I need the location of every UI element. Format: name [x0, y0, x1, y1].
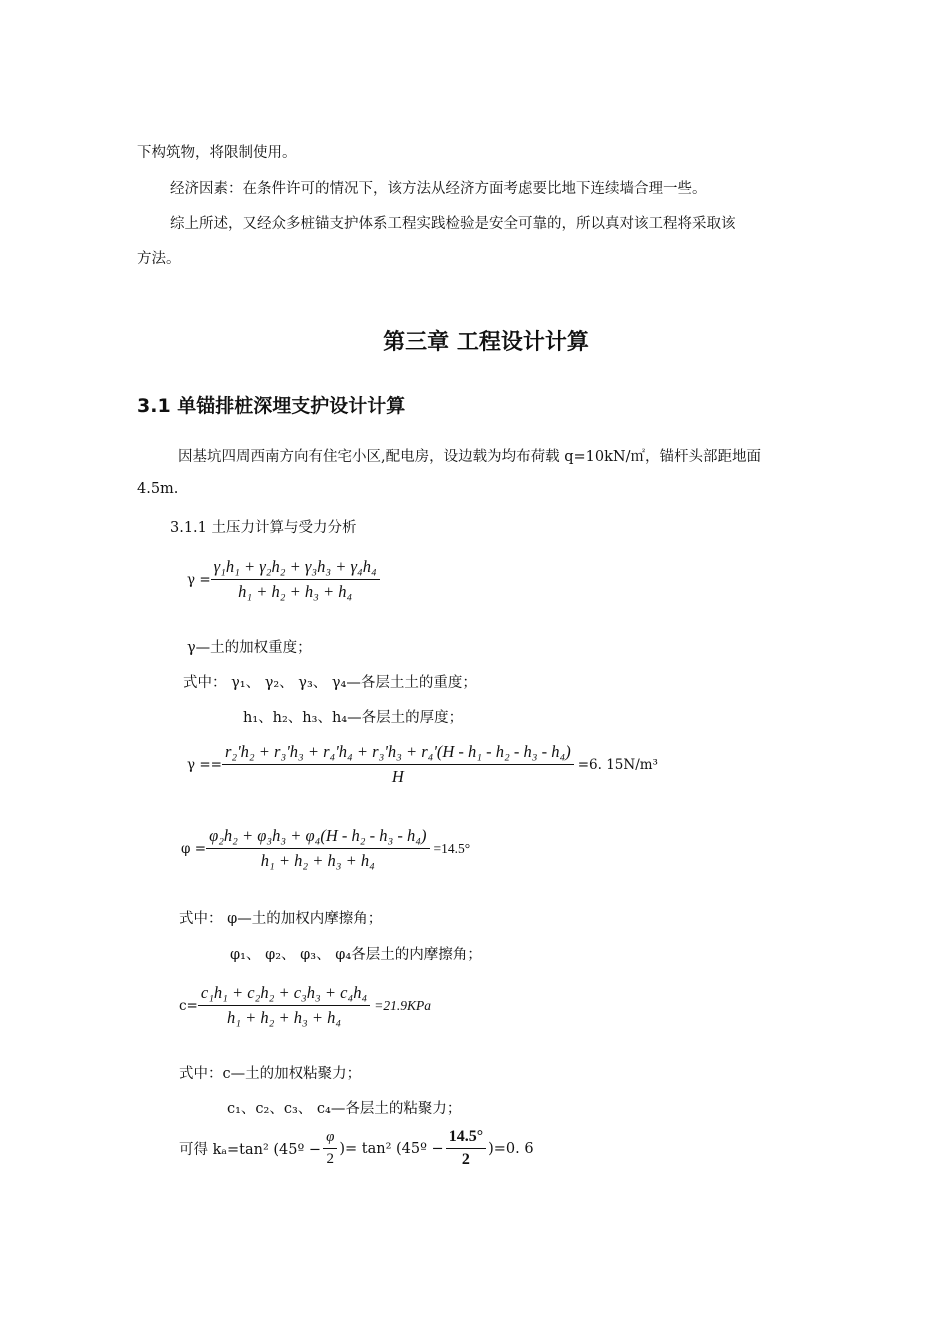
- formula-weighted-cohesion: [179, 983, 431, 1028]
- formula-frac1-denominator: 2: [326, 1151, 334, 1167]
- gamma-definition: γ—土的加权重度；: [187, 640, 312, 656]
- intro-line2: 4.5m.: [137, 481, 179, 497]
- formula-result: =6. 15N/m³: [577, 756, 658, 773]
- phi-layers-definition: φ₁、 φ₂、 φ₃、 φ₄各层土的内摩擦角；: [230, 947, 482, 963]
- formula-denominator: H: [391, 767, 404, 786]
- thickness-definition: h₁、h₂、h₃、h₄—各层土的厚度；: [243, 710, 464, 726]
- formula-suffix: )=0. 6: [488, 1140, 534, 1157]
- formula-denominator: h₁ + h₂ + h₃ + h₄: [226, 1008, 342, 1027]
- formula-middle: )= tan² (45º −: [339, 1140, 444, 1157]
- formula-numerator: r₂'h₂ + r₃'h₃ + r₄'h₄ + r₃'h₃ + r₄'(H - h₁ - h₂ - h₃ - h₄): [222, 742, 574, 765]
- formula-numerator: φ₂h₂ + φ₃h₃ + φ₄(H - h₂ - h₃ - h₄): [206, 826, 429, 849]
- formula-result: =21.9KPa: [374, 997, 431, 1013]
- c-layers-definition: c₁、c₂、c₃、 c₄—各层土的粘聚力；: [227, 1101, 462, 1117]
- formula-denominator: h₁ + h₂ + h₃ + h₄: [238, 582, 353, 601]
- intro-line1: 因基坑四周西南方向有住宅小区,配电房，设边载为均布荷载 q=10kN/㎡，锚杆头部距地面: [178, 449, 761, 465]
- formula-frac2-denominator: 2: [461, 1151, 470, 1168]
- section-title: 3.1 单锚排桩深埋支护设计计算: [137, 395, 406, 417]
- formula-weighted-gamma-value: [187, 742, 658, 787]
- formula-numerator: γ₁h₁ + γ₂h₂ + γ₃h₃ + γ₄h₄: [211, 557, 380, 580]
- formula-frac2-numerator: 14.5°: [446, 1128, 486, 1149]
- formula-result: =14.5°: [433, 840, 471, 856]
- paragraph-continuation: 下构筑物，将限制使用。: [137, 145, 297, 161]
- formula-numerator: c₁h₁ + c₂h₂ + c₃h₃ + c₄h₄: [198, 983, 370, 1006]
- formula-lhs: γ =: [187, 571, 211, 588]
- chapter-title: 第三章 工程设计计算: [383, 330, 589, 355]
- formula-weighted-friction-angle: [181, 826, 470, 871]
- subsection-title: 3.1.1 土压力计算与受力分析: [170, 520, 357, 536]
- paragraph-summary-line2: 方法。: [137, 251, 181, 267]
- paragraph-summary-line1: 综上所述，又经众多桩锚支护体系工程实践检验是安全可靠的，所以真对该工程将采取该: [170, 216, 736, 232]
- formula-frac1-numerator: φ: [323, 1129, 337, 1149]
- formula-prefix: 可得 kₐ=tan² (45º −: [179, 1142, 322, 1158]
- formula-lhs: φ =: [181, 840, 207, 857]
- formula-lhs: c=: [179, 997, 198, 1014]
- gamma-layers-definition: 式中： γ₁、 γ₂、 γ₃、 γ₄—各层土土的重度；: [183, 675, 477, 691]
- formula-lhs: γ ==: [187, 756, 222, 773]
- paragraph-economic-factor: 经济因素：在条件许可的情况下，该方法从经济方面考虑要比地下连续墙合理一些。: [170, 181, 707, 197]
- formula-active-earth-pressure-coefficient: [179, 1128, 534, 1169]
- formula-denominator: h₁ + h₂ + h₃ + h₄: [260, 851, 375, 870]
- formula-weighted-unit-weight: [187, 557, 380, 602]
- c-definition: 式中：c—土的加权粘聚力；: [179, 1066, 362, 1082]
- phi-definition: 式中： φ—土的加权内摩擦角；: [179, 911, 383, 927]
